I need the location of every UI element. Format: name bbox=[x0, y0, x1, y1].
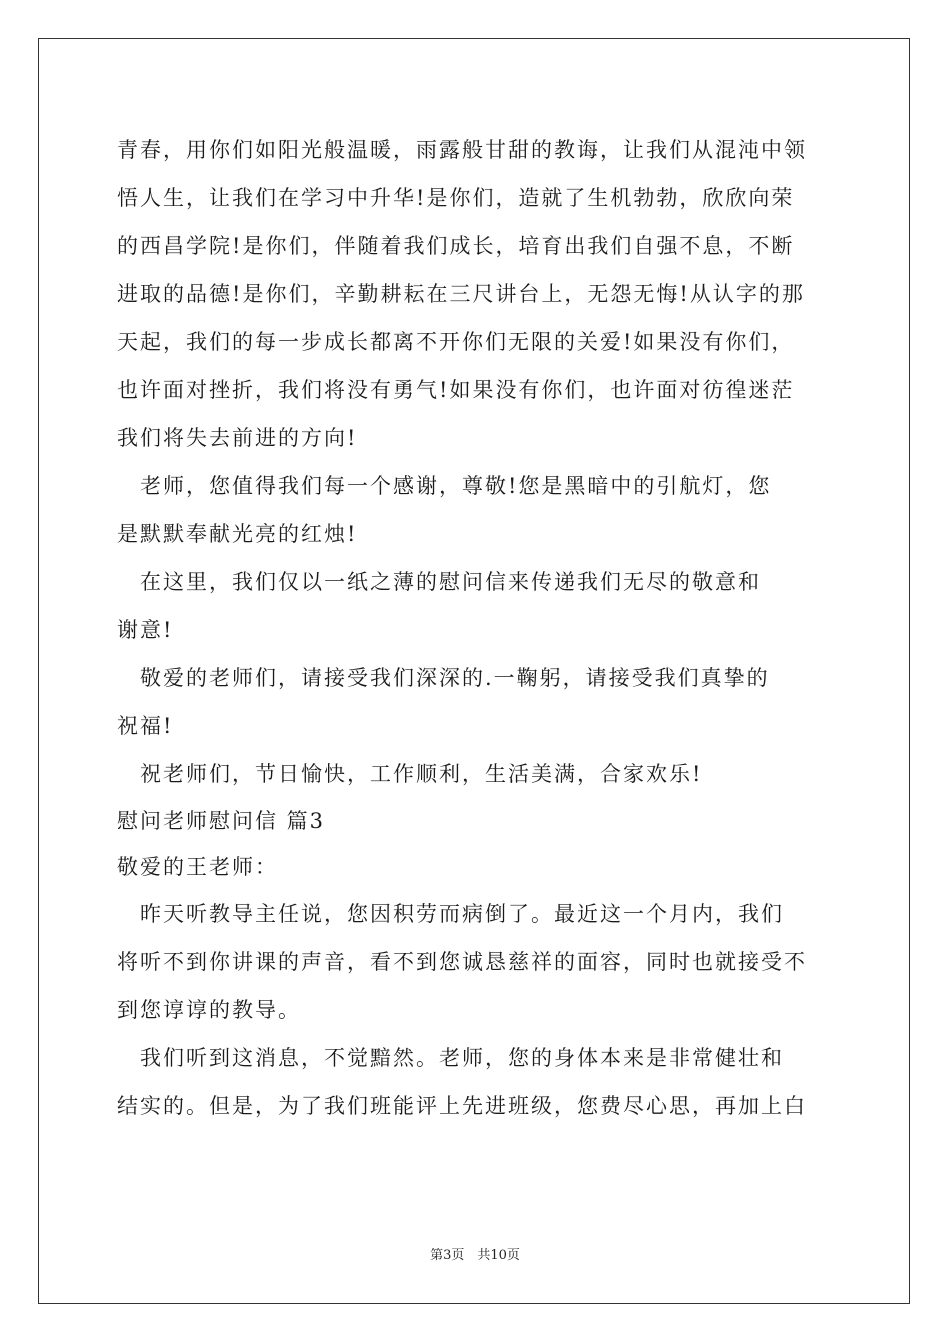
text-line: 的西昌学院!是你们，伴随着我们成长，培育出我们自强不息，不断 bbox=[117, 234, 795, 258]
text-line: 我们听到这消息，不觉黯然。老师，您的身体本来是非常健壮和 bbox=[117, 1046, 784, 1070]
text-line: 将听不到你讲课的声音，看不到您诚恳慈祥的面容，同时也就接受不 bbox=[117, 950, 807, 974]
text-line: 也许面对挫折，我们将没有勇气!如果没有你们，也许面对彷徨迷茫 bbox=[117, 378, 795, 402]
text-line: 到您谆谆的教导。 bbox=[117, 998, 301, 1022]
text-line: 悟人生，让我们在学习中升华!是你们，造就了生机勃勃，欣欣向荣 bbox=[117, 186, 795, 210]
text-line: 敬爱的老师们，请接受我们深深的.一鞠躬，请接受我们真挚的 bbox=[117, 666, 770, 690]
text-line: 结实的。但是，为了我们班能评上先进班级，您费尽心思，再加上白 bbox=[117, 1094, 807, 1118]
text-line: 昨天听教导主任说，您因积劳而病倒了。最近这一个月内，我们 bbox=[117, 902, 784, 926]
text-line: 祝老师们，节日愉快，工作顺利，生活美满，合家欢乐! bbox=[117, 762, 703, 786]
text-line: 天起，我们的每一步成长都离不开你们无限的关爱!如果没有你们， bbox=[117, 330, 795, 354]
text-line: 是默默奉献光亮的红烛! bbox=[117, 522, 358, 546]
text-line: 谢意! bbox=[117, 618, 174, 642]
text-line: 祝福! bbox=[117, 714, 174, 738]
text-line: 我们将失去前进的方向! bbox=[117, 426, 358, 450]
salutation: 敬爱的王老师： bbox=[117, 855, 278, 879]
document-body bbox=[117, 126, 837, 1130]
text-line: 老师，您值得我们每一个感谢，尊敬!您是黑暗中的引航灯，您 bbox=[117, 474, 772, 498]
page-number-footer: 第3页 共10页 bbox=[430, 1248, 520, 1263]
text-line: 青春，用你们如阳光般温暖，雨露般甘甜的教诲，让我们从混沌中领 bbox=[117, 138, 807, 162]
section-heading: 慰问老师慰问信 篇3 bbox=[117, 809, 326, 833]
text-line: 在这里，我们仅以一纸之薄的慰问信来传递我们无尽的敬意和 bbox=[117, 570, 761, 594]
text-line: 进取的品德!是你们，辛勤耕耘在三尺讲台上，无怨无悔!从认字的那 bbox=[117, 282, 805, 306]
